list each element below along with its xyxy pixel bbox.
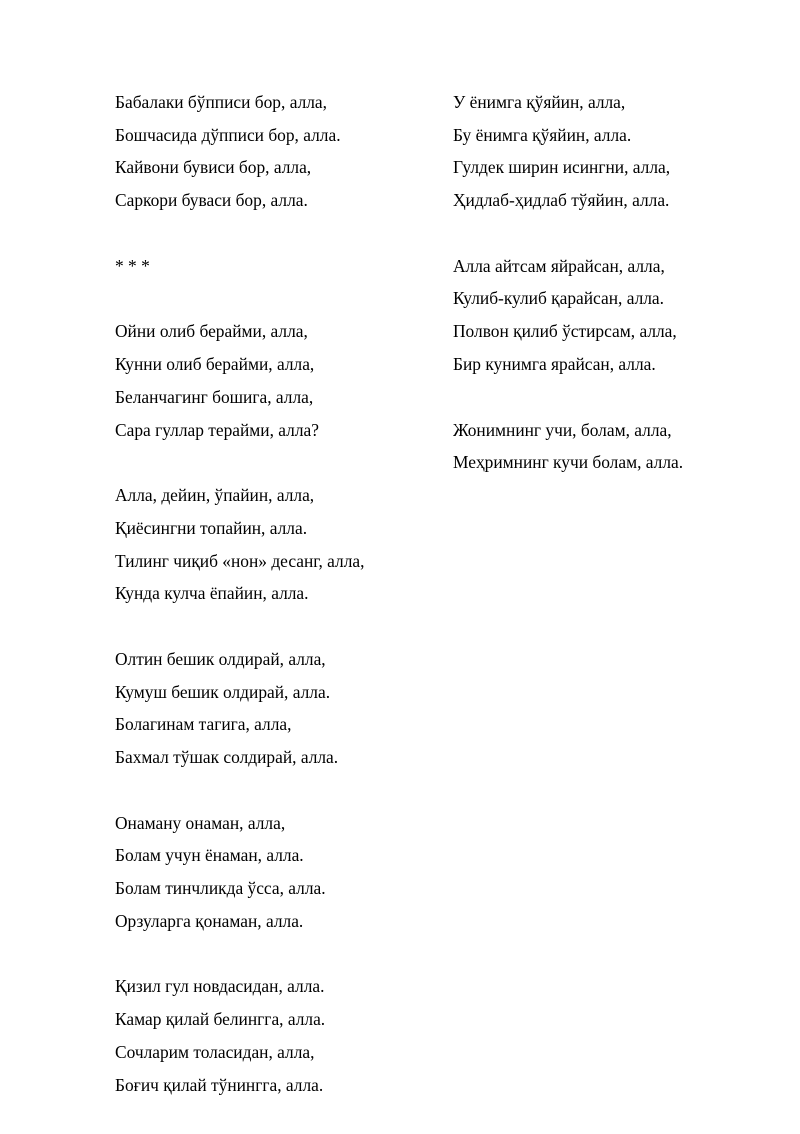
stanza — [115, 807, 435, 938]
stanza — [453, 414, 783, 479]
verse-line: Кунни олиб берайми, алла, — [115, 354, 315, 375]
right-column — [453, 86, 783, 512]
section-separator — [115, 250, 435, 283]
verse-line: Тилинг чиқиб «нон» десанг, алла, — [115, 550, 365, 571]
verse-line: У ёнимга қўяйин, алла, — [453, 92, 626, 112]
stanza — [115, 643, 435, 774]
verse-line: Ойни олиб берайми, алла, — [115, 321, 308, 342]
verse-line: Кайвони бувиси бор, алла, — [115, 157, 312, 178]
verse-line: Болам тинчликда ўсса, алла. — [115, 878, 326, 899]
stanza — [453, 250, 783, 381]
verse-line: Қиёсингни топайин, алла. — [115, 517, 308, 538]
verse-line: Орзуларга қонаман, алла. — [115, 910, 304, 931]
verse-line: Сочларим толасидан, алла, — [115, 1041, 315, 1062]
separator-asterisks: * * * — [115, 255, 150, 276]
verse-line: Гулдек ширин исингни, алла, — [453, 157, 671, 178]
verse-line: Қизил гул новдасидан, алла. — [115, 976, 325, 997]
verse-line: Онаману онаман, алла, — [115, 812, 286, 833]
verse-line: Беланчагинг бошига, алла, — [115, 386, 314, 407]
verse-line: Бир кунимга ярайсан, алла. — [453, 353, 656, 374]
verse-line: Жонимнинг учи, болам, алла, — [453, 419, 672, 440]
verse-line: Болагинам тагига, алла, — [115, 714, 292, 735]
verse-line: Камар қилай белингга, алла. — [115, 1009, 326, 1030]
verse-line: Кулиб-кулиб қарайсан, алла. — [453, 288, 664, 309]
verse-line: Алла, дейин, ўпайин, алла, — [115, 485, 315, 506]
left-column — [115, 86, 435, 1134]
stanza — [115, 479, 435, 610]
verse-line: Кумуш бешик олдирай, алла. — [115, 681, 331, 702]
verse-line: Сара гуллар терайми, алла? — [115, 419, 319, 440]
verse-line: Олтин бешик олдирай, алла, — [115, 648, 326, 669]
stanza — [453, 86, 783, 217]
verse-line: Бахмал тўшак солдирай, алла. — [115, 747, 339, 767]
stanza — [115, 970, 435, 1101]
verse-line: Боғич қилай тўнингга, алла. — [115, 1074, 324, 1095]
verse-line: Полвон қилиб ўстирсам, алла, — [453, 321, 677, 342]
verse-line: Бошчасида дўпписи бор, алла. — [115, 124, 341, 145]
verse-line: Кунда кулча ёпайин, алла. — [115, 583, 309, 604]
verse-line: Алла айтсам яйрайсан, алла, — [453, 255, 665, 276]
verse-line: Саркори буваси бор, алла. — [115, 190, 308, 211]
verse-line: Меҳримнинг кучи болам, алла. — [453, 452, 684, 473]
stanza — [115, 86, 435, 217]
verse-line: Ҳидлаб-ҳидлаб тўяйин, алла. — [453, 190, 670, 211]
verse-line: Бу ёнимга қўяйин, алла. — [453, 124, 632, 145]
stanza — [115, 315, 435, 446]
verse-line: Бабалаки бўпписи бор, алла, — [115, 92, 327, 112]
verse-line: Болам учун ёнаман, алла. — [115, 845, 304, 866]
